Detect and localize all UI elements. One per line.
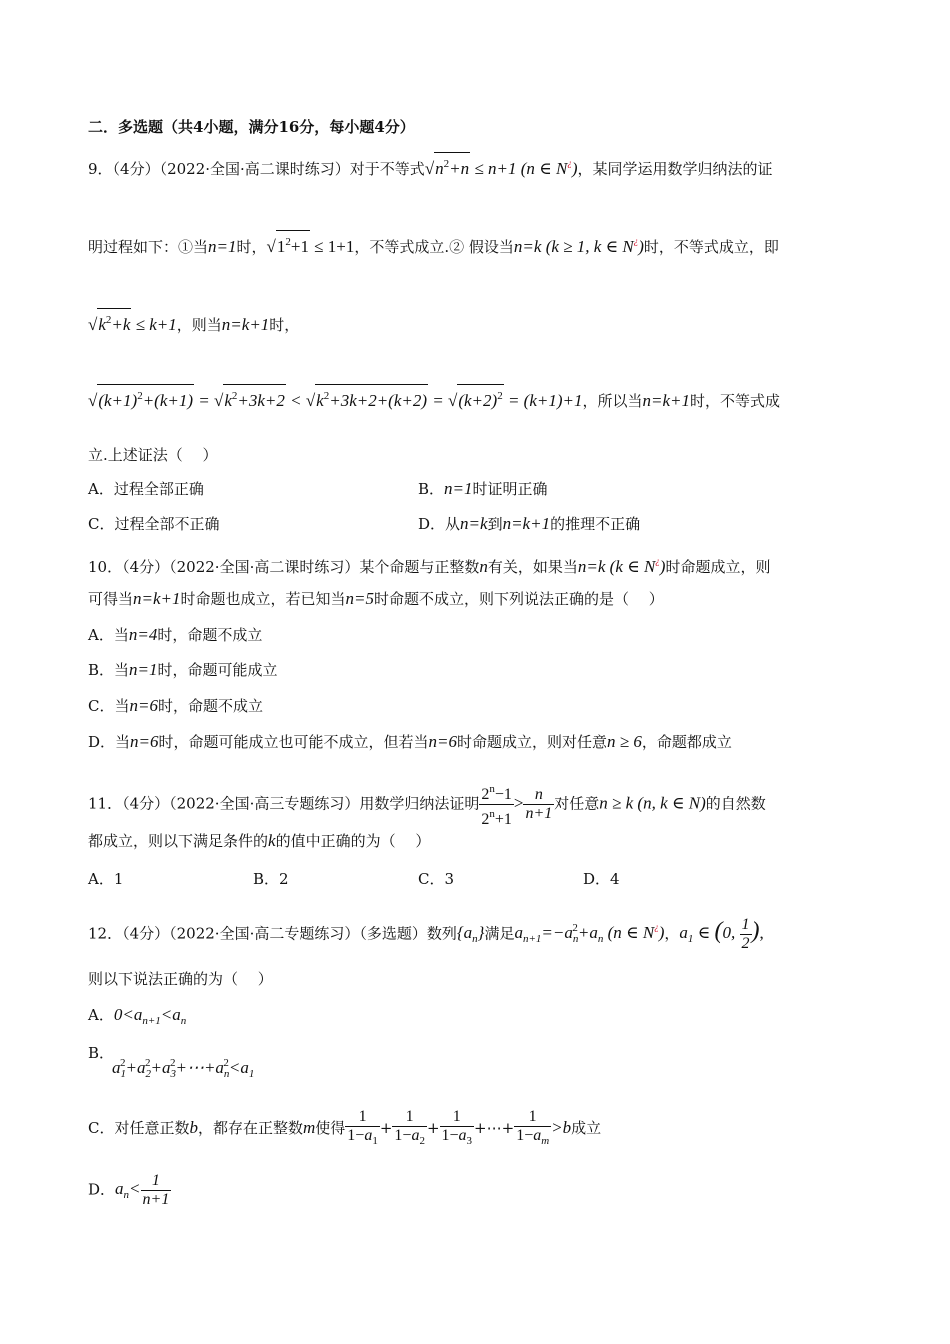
q10-option-a-text: 时，命题不成立 [157,626,263,644]
q10-option-d-f1: n=6 [130,732,159,751]
q10-var-n: n [479,557,488,576]
q10-formula-nk: n=k (k ∈ N¿) [577,556,666,576]
q12-var-m: m [303,1118,316,1137]
q9-option-b-label: B． [418,480,445,498]
q10-option-c-text: 时，命题不成立 [157,697,263,715]
q9-text-1b: ，某同学运用数学归纳法的证 [577,160,773,178]
q10-text-1a: 10．（4分）（2022·全国·高二课时练习）某个命题与正整数 [88,558,480,576]
q10-text-2a: 可得当 [88,590,134,608]
q9-formula-n1: n=1 [208,237,237,256]
q12-option-c-mid2: 使得 [315,1119,346,1137]
q10-option-d-mid: 时，命题可能成立也可能不成立，但若当 [158,733,429,751]
q11-gt: > [513,793,524,813]
q10-option-c-label: C．当 [88,697,130,715]
q11-line-2 [88,830,868,852]
q11-formula-cond: n ≥ k (n, k ∈ N) [599,793,706,813]
q9-text-4a: ，所以当 [582,392,643,410]
section-title: 二．多选题（共4小题，满分16分，每小题4分） [88,118,415,136]
q11-text-1b: 对任意 [554,794,600,813]
q9-line-1 [88,152,868,180]
q12-option-a-label: A． [88,1006,114,1024]
q9-text-3a: ，则当 [176,316,222,334]
q9-line-3 [88,308,868,336]
q9-option-d-label: D．从 [418,515,461,533]
q12-frac-m: $\frac{1}{1-a_m}$ [514,1108,551,1150]
q9-line-5: 立.上述证法（ ） [88,446,218,464]
q12-text-1c: ， [664,924,680,943]
q12-option-c-label: C．对任意正数 [88,1119,190,1137]
q10-line-1 [88,550,868,578]
q10-option-a-formula: n=4 [128,625,158,644]
q12-formula-recurrence: $a_{n+1}=-a_n^2+a_n$ (n ∈ N¿) [514,922,665,946]
q12-frac-3: $\frac{1}{1-a_3}$ [440,1108,475,1150]
q11-option-a: A．1 [88,870,124,888]
q12-formula-seq: $\{a_n\}$ [456,923,485,946]
q12-frac-2: $\frac{1}{1-a_2}$ [392,1108,427,1150]
q9-line-4 [88,384,868,412]
q10-option-b-label: B．当 [88,661,130,679]
q9-option-d-f2: n=k+1 [502,514,551,533]
q10-option-d-label: D．当 [88,733,131,751]
q12-line-2: 则以下说法正确的为（ ） [88,970,273,988]
q12-option-d-label: D． [88,1180,116,1199]
q11-option-b: B．2 [253,870,289,888]
q9-option-d [418,513,640,535]
q10-text-1c: 时命题成立，则 [665,558,771,576]
q11-text-2b: 的值中正确的为（ ） [275,832,431,850]
q9-text-2d: 时，不等式成立，即 [643,238,779,256]
q10-option-c-formula: n=6 [129,696,158,715]
q10-text-2b: 时命题也成立，若已知当 [180,590,346,608]
q10-option-b [88,659,868,681]
q11-line-1 [88,780,868,829]
q10-option-b-formula: n=1 [129,660,158,679]
q12-option-a-formula: $0<a_{n+1}<a_n$ [113,1005,187,1027]
q12-option-c-text: 成立 [571,1119,602,1137]
q12-text-1b: 满足 [484,924,515,943]
q9-text-3b: 时， [269,316,300,334]
q12-option-b [112,1052,892,1085]
q10-option-a-label: A．当 [88,626,129,644]
q11-text-2a: 都成立，则以下满足条件的 [88,832,269,850]
q9-text-4b: 时，不等式成 [690,392,781,410]
q12-line-1: 12．（4分）（2022·全国·高二专题练习）（多选题）数列$\{a_n\}$满足$a_{n+1}=-a_n^2+a_n$ (n ∈ N¿)，$a_1$ ∈ (0, $\frac{1}{2}$ ), [88,916,764,952]
q10-formula-nk1: n=k+1 [133,589,181,608]
q9-option-c: C．过程全部不正确 [88,515,220,533]
q9-text-2c: ，不等式成立.② 假设当 [354,238,514,256]
q9-option-a: A．过程全部正确 [88,480,204,498]
q11-fraction-left: $\frac{2^n-1}{2^n+1}$ [481,783,512,828]
q12-frac-1: $\frac{1}{1-a_1}$ [345,1108,380,1150]
q12-var-b: b [189,1118,198,1137]
q10-option-a [88,624,868,646]
q11-option-d: D．4 [583,870,620,888]
q9-formula-inequality: $√n^2+n \le n+1$ (n ∈ N¿) [425,159,578,178]
q9-option-b [418,478,548,500]
q10-option-d [88,731,868,753]
q9-option-d-f1: n=k [460,514,488,533]
q12-text-1a: 12．（4分）（2022·全国·高二专题练习）（多选题）数列 [88,924,457,943]
q12-option-c: C．对任意正数b，都存在正整数m使得 $\frac{1}{1-a_1}$ + $\frac{1}{1-a_2}$ + $\frac{1}{1-a_3}$ +⋯+ $\frac{1}{1-a_m}$ >b成立 [88,1108,868,1150]
q10-option-c [88,695,868,717]
q12-option-d [88,1172,868,1209]
q11-var-k: k [268,831,276,850]
q10-option-d-f2: n=6 [428,732,458,751]
q10-line-2 [88,588,868,610]
q12-formula-a1: $a_1$ ∈ (0, $\frac{1}{2}$ ) [679,916,760,952]
q9-line-2 [88,230,868,258]
q12-option-d-formula: $a_n<$ $\frac{1}{n+1}$ [115,1172,170,1208]
q12-option-b-formula: $a_1^2+a_2^2+a_3^2+\cdots+a_n^2<a_1$ [112,1057,255,1080]
q10-formula-n5: n=5 [345,589,375,608]
q9-text-2b: 时， [236,238,267,256]
q9-formula-nk1: n=k+1 [221,315,270,334]
q9-option-d-mid: 到 [487,515,503,533]
q9-text-2a: 明过程如下：①当 [88,238,209,256]
q12-option-c-mid: ，都存在正整数 [197,1119,303,1137]
q10-text-1b: 有关，如果当 [487,558,578,576]
q9-option-d-text: 的推理不正确 [550,515,641,533]
q11-text-1a: 11．（4分）（2022·全国·高三专题练习）用数学归纳法证明 [88,794,480,813]
q9-text-1: 9．（4分）（2022·全国·高二课时练习）对于不等式 [88,160,425,178]
q10-option-b-text: 时，命题可能成立 [157,661,278,679]
q12-option-c-gt-b: >b [551,1118,572,1137]
q10-text-2c: 时命题不成立，则下列说法正确的是（ ） [374,590,664,608]
q9-formula-nk1b: n=k+1 [642,391,690,410]
q11-text-1c: 的自然数 [705,794,766,813]
q10-option-d-f3: n ≥ 6 [607,732,642,751]
q11-option-c: C．3 [418,870,455,888]
q12-option-a [88,1004,868,1032]
q9-formula-hyp: $√k^2+k \le k+1$ [88,315,177,334]
q9-option-b-text: 时证明正确 [472,480,548,498]
q9-formula-base: $√1^2+1 \le 1+1$ [267,237,355,256]
q12-option-b-label: B． [88,1044,115,1062]
q10-option-d-mid2: 时命题成立，则对任意 [457,733,608,751]
q10-option-d-text: ，命题都成立 [641,733,732,751]
q9-option-b-formula: n=1 [444,479,473,498]
q9-formula-nk: n=k (k ≥ 1, k ∈ N¿) [513,236,644,256]
q11-fraction-right: $\frac{n}{n+1}$ [525,786,553,822]
q9-formula-chain: $√(k+1)^2+(k+1) = √k^2+3k+2 < √k^2+3k+2+(k+2) = √(k+2)^2 = (k+1)+1$ [88,391,582,410]
